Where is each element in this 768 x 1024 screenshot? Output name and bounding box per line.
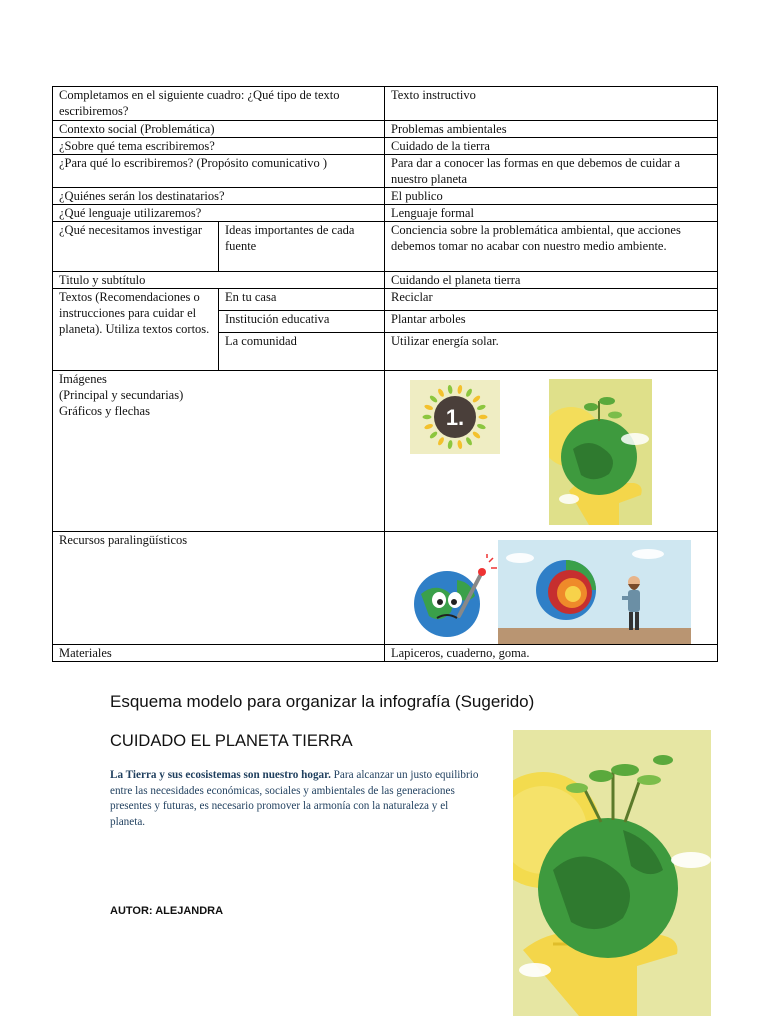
earth-in-hand-illustration <box>513 730 711 1016</box>
infographic-author: AUTOR: ALEJANDRA <box>110 905 224 917</box>
planning-table <box>52 86 718 662</box>
earth-core-scientist-image <box>498 540 691 644</box>
badge-number: 1. <box>445 405 465 430</box>
question-cell: ¿Para qué lo escribiremos? (Propósito comunicativo ) <box>53 155 385 188</box>
sun-ray <box>447 385 453 395</box>
sun-ray <box>472 394 482 403</box>
sad-earth-thermometer-image <box>407 554 499 644</box>
answer-cell: Lapiceros, cuaderno, goma. <box>385 645 718 662</box>
answer-cell: Lenguaje formal <box>385 205 718 222</box>
images-label: Imágenes <box>59 372 107 386</box>
table-row <box>53 371 718 532</box>
sun-ray <box>437 436 445 446</box>
table-row <box>53 272 718 289</box>
table-row <box>53 155 718 188</box>
answer-cell: Conciencia sobre la problemática ambiental, que acciones debemos tomar no acabar con nuestro medio ambiente. <box>385 222 718 272</box>
sun-ray <box>479 415 488 419</box>
sun-ray <box>424 404 434 411</box>
sun-ray <box>476 423 486 430</box>
table-row <box>53 532 718 645</box>
question-cell: Completamos en el siguiente cuadro: ¿Qué tipo de texto escribiremos? <box>53 87 385 121</box>
table-row <box>53 188 718 205</box>
answer-cell: Problemas ambientales <box>385 121 718 138</box>
table-row <box>53 205 718 222</box>
place-cell: En tu casa <box>219 289 385 311</box>
graphics-label: Gráficos y flechas <box>59 404 150 418</box>
question-cell: Textos (Recomendaciones o instrucciones para cuidar el planeta). Utiliza textos cortos. <box>53 289 219 371</box>
question-cell: Recursos paralingüísticos <box>53 532 385 645</box>
sun-ray <box>429 394 439 403</box>
question-cell: ¿Qué necesitamos investigar <box>53 222 219 272</box>
earth-in-hand-image <box>549 379 652 525</box>
question-cell: Titulo y subtítulo <box>53 272 385 289</box>
answer-cell: El publico <box>385 188 718 205</box>
table-row <box>53 645 718 662</box>
table-row <box>53 121 718 138</box>
sun-ray <box>457 385 463 395</box>
sun-number-icon <box>410 380 500 454</box>
table-row <box>53 289 718 311</box>
sun-ray <box>465 436 473 446</box>
images-cell <box>385 371 718 532</box>
question-cell: Contexto social (Problemática) <box>53 121 385 138</box>
sun-ray <box>423 415 432 419</box>
question-cell: Materiales <box>53 645 385 662</box>
table-row <box>53 87 718 121</box>
infographic-heading: Esquema modelo para organizar la infografía (Sugerido) <box>110 692 535 711</box>
question-cell: ¿Sobre qué tema escribiremos? <box>53 138 385 155</box>
answer-cell: Para dar a conocer las formas en que debemos de cuidar a nuestro planeta <box>385 155 718 188</box>
table-row <box>53 222 718 272</box>
infographic-lead: La Tierra y sus ecosistemas son nuestro hogar. <box>110 769 331 781</box>
resources-images-cell <box>385 532 718 645</box>
images-sublabel: (Principal y secundarias) <box>59 388 184 402</box>
answer-cell: Cuidado de la tierra <box>385 138 718 155</box>
sun-ray <box>437 388 445 398</box>
place-cell: Institución educativa <box>219 311 385 333</box>
sun-ray <box>465 388 473 398</box>
sun-ray <box>424 423 434 430</box>
sun-ray <box>447 440 453 450</box>
question-cell: ¿Qué lenguaje utilizaremos? <box>53 205 385 222</box>
sun-ray <box>457 440 463 450</box>
action-cell: Utilizar energía solar. <box>385 333 718 371</box>
infographic-title: CUIDADO EL PLANETA TIERRA <box>110 732 353 750</box>
answer-cell: Texto instructivo <box>385 87 718 121</box>
images-label-cell <box>53 371 385 532</box>
sun-ray <box>476 404 486 411</box>
action-cell: Reciclar <box>385 289 718 311</box>
sun-ray <box>472 430 482 439</box>
place-cell: La comunidad <box>219 333 385 371</box>
table-row <box>53 138 718 155</box>
subheading-cell: Ideas importantes de cada fuente <box>219 222 385 272</box>
infographic-body <box>110 768 480 830</box>
infographic-text: Para alcanzar un justo equilibrio entre las necesidades económicas, sociales y ambientales de las generaciones presentes y futuras, es necesario promover la armonía con la naturaleza y el planeta. <box>110 769 479 828</box>
answer-cell: Cuidando el planeta tierra <box>385 272 718 289</box>
action-cell: Plantar arboles <box>385 311 718 333</box>
sun-ray <box>429 430 439 439</box>
question-cell: ¿Quiénes serán los destinatarios? <box>53 188 385 205</box>
